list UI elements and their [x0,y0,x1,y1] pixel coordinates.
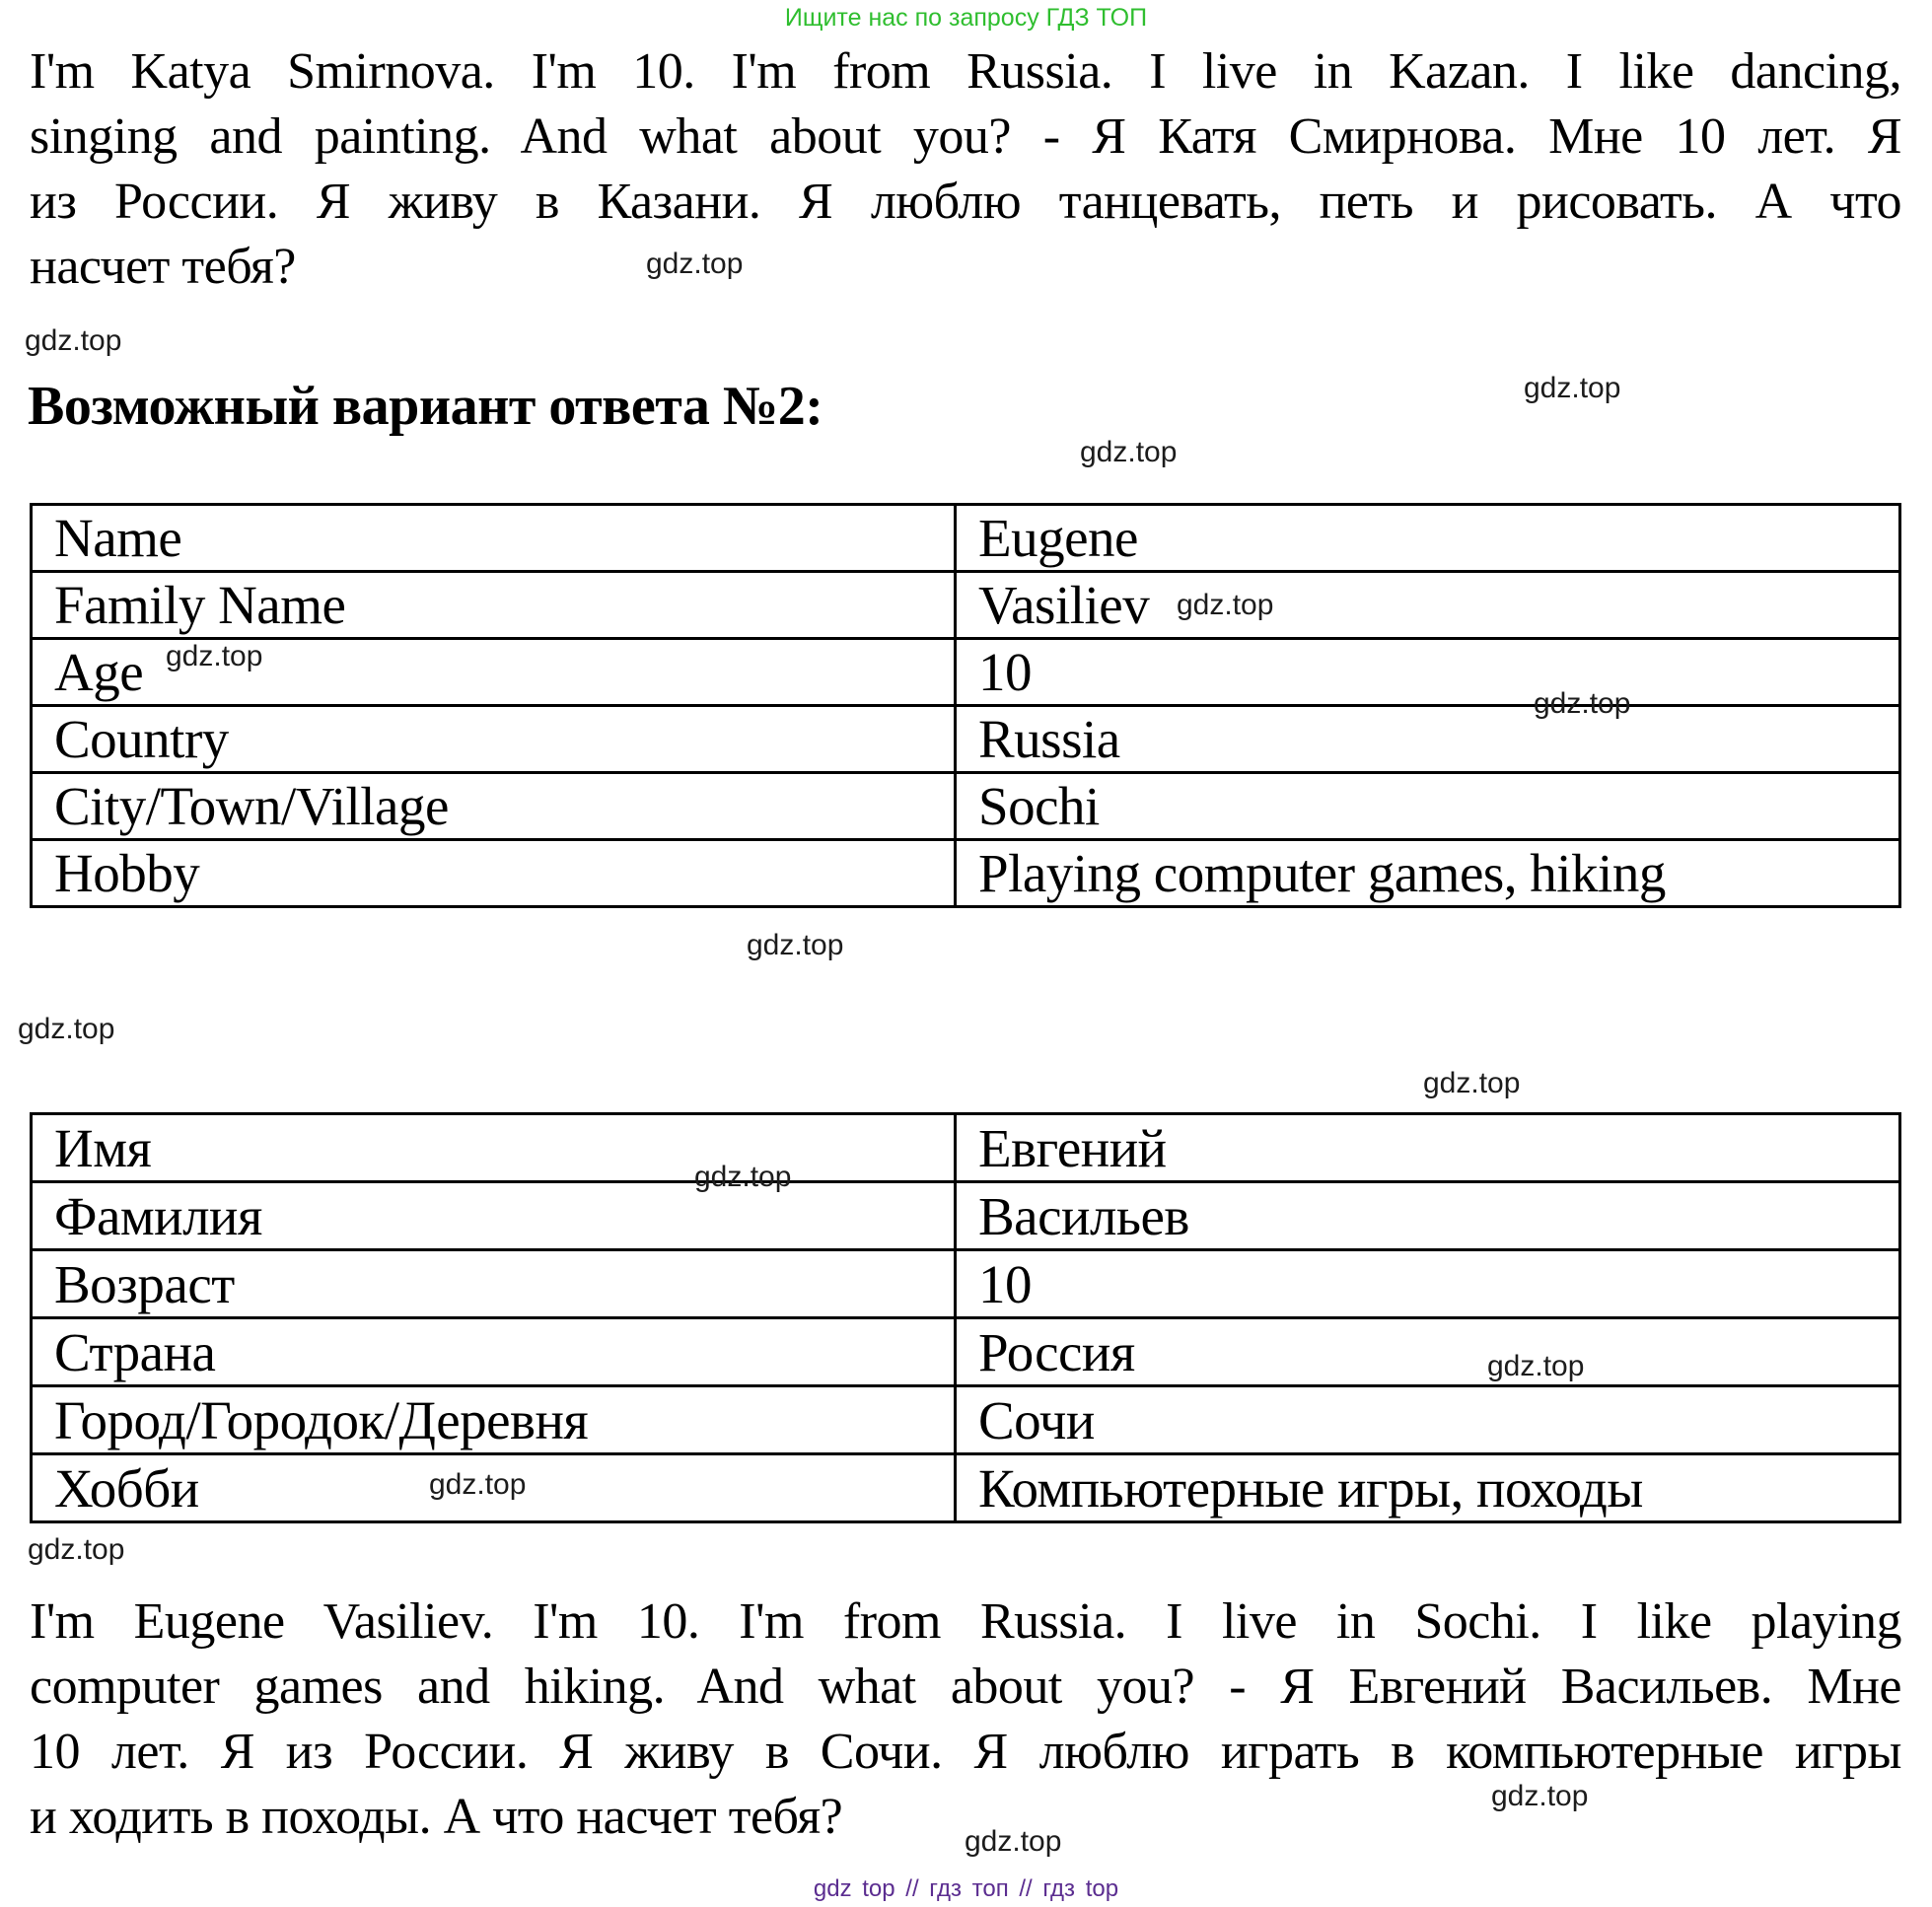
row-value: Sochi [956,773,1900,840]
gdz-watermark: gdz.top [747,929,844,961]
paragraph-line: и ходить в походы. А что насчет тебя? [30,1789,843,1845]
gdz-watermark: gdz.top [25,324,122,357]
row-value: Russia [956,706,1900,773]
promo-banner-text: Ищите нас по запросу ГДЗ ТОП [784,4,1148,32]
table-row [32,505,1900,572]
gdz-watermark: gdz.top [646,247,744,280]
table-row [32,1454,1900,1522]
row-label: Country [32,706,956,773]
gdz-watermark: gdz.top [1491,1780,1589,1812]
table-row [32,1114,1900,1182]
paragraph-line: computer games and hiking. And what about you? - Я Евгений Васильев. Мне [30,1659,1901,1715]
row-value: Eugene [956,505,1900,572]
gdz-watermark: gdz.top [429,1468,527,1501]
paragraph-line: 10 лет. Я из России. Я живу в Сочи. Я люблю играть в компьютерные игры [30,1724,1901,1780]
table-row [32,773,1900,840]
gdz-watermark: gdz.top [1423,1067,1521,1099]
table-row [32,572,1900,639]
row-value: Vasiliev [956,572,1900,639]
paragraph-line: из России. Я живу в Казани. Я люблю танцевать, петь и рисовать. А что [30,174,1901,230]
row-label: Age [32,639,956,706]
paragraph-line: I'm Eugene Vasiliev. I'm 10. I'm from Russia. I live in Sochi. I like playing [30,1593,1901,1650]
gdz-watermark: gdz.top [1177,589,1274,621]
row-value: Васильев [956,1182,1900,1250]
row-value: Евгений [956,1114,1900,1182]
gdz-watermark: gdz.top [166,640,263,672]
intro-paragraph [30,39,1901,300]
row-value: 10 [956,639,1900,706]
table-row [32,1250,1900,1318]
answer-table-russian [30,1112,1901,1523]
row-label: Страна [32,1318,956,1386]
row-label: Хобби [32,1454,956,1522]
row-value: 10 [956,1250,1900,1318]
paragraph-line: насчет тебя? [30,239,296,295]
table-row [32,840,1900,907]
gdz-watermark: gdz.top [1524,372,1621,404]
row-label: Имя [32,1114,956,1182]
gdz-watermark: gdz.top [28,1533,125,1566]
gdz-watermark: gdz.top [965,1825,1062,1858]
answer-variant-heading: Возможный вариант ответа №2: [28,376,823,437]
paragraph-line: singing and painting. And what about you? - Я Катя Смирнова. Мне 10 лет. Я [30,108,1901,165]
table-row [32,1386,1900,1454]
row-label: Город/Городок/Деревня [32,1386,956,1454]
gdz-watermark: gdz.top [1487,1350,1585,1382]
gdz-watermark: gdz.top [1534,687,1631,720]
gdz-watermark: gdz.top [18,1013,115,1045]
row-value: Playing computer games, hiking [956,840,1900,907]
table-row [32,1182,1900,1250]
row-label: Фамилия [32,1182,956,1250]
row-label: Hobby [32,840,956,907]
row-value: Россия [956,1318,1900,1386]
gdz-watermark: gdz.top [694,1161,792,1193]
paragraph-line: I'm Katya Smirnova. I'm 10. I'm from Russia. I live in Kazan. I like dancing, [30,43,1901,100]
row-label: Name [32,505,956,572]
row-label: Family Name [32,572,956,639]
footer-links: gdz top // гдз топ // гдз top [813,1875,1119,1902]
row-value: Сочи [956,1386,1900,1454]
row-value: Компьютерные игры, походы [956,1454,1900,1522]
gdz-watermark: gdz.top [1080,436,1178,468]
row-label: City/Town/Village [32,773,956,840]
table-row [32,1318,1900,1386]
row-label: Возраст [32,1250,956,1318]
closing-paragraph [30,1589,1901,1850]
